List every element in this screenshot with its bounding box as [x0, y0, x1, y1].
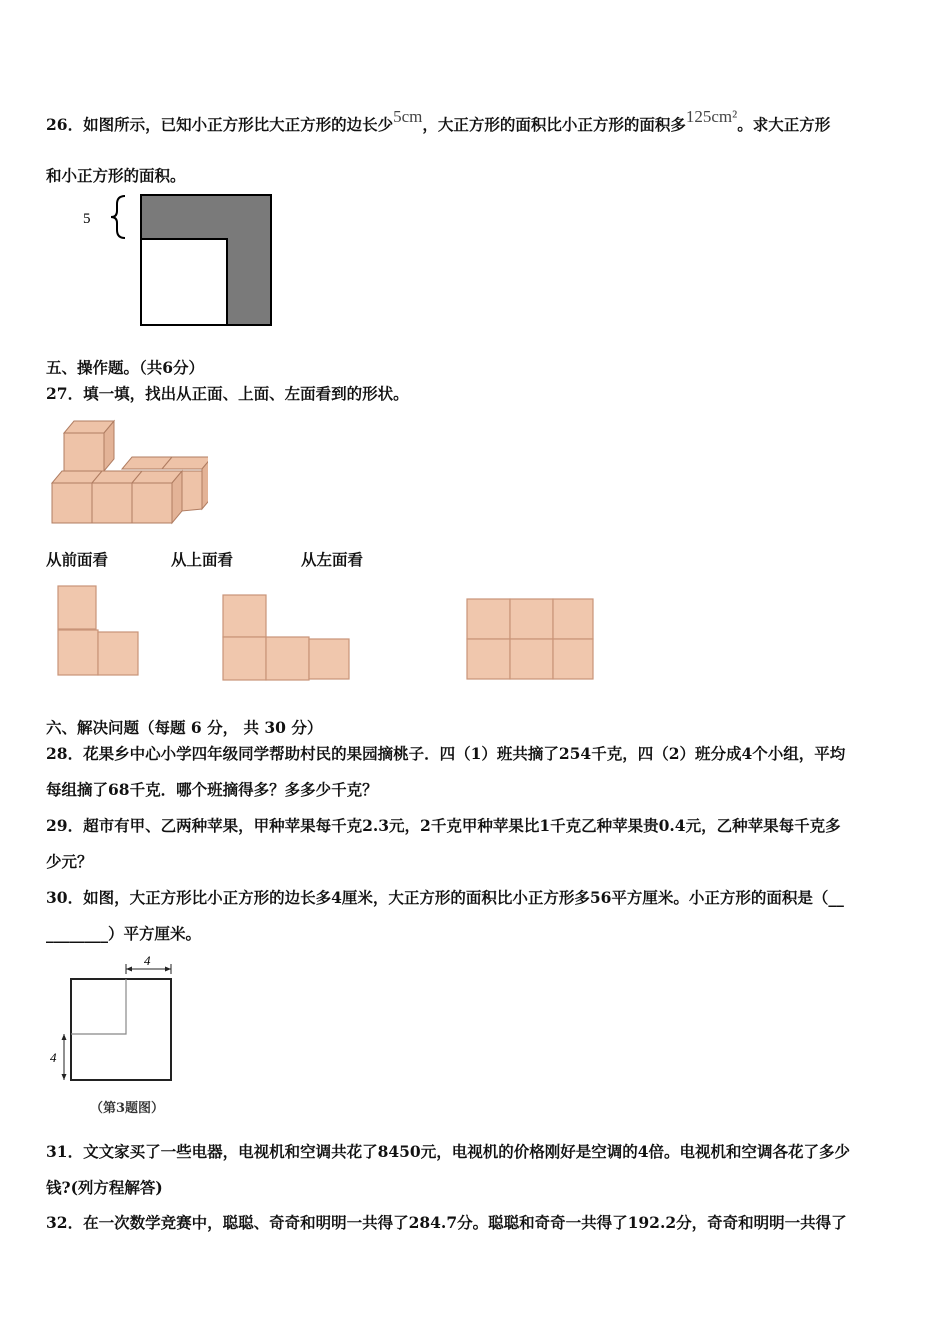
view-square [98, 632, 138, 675]
q29-line-1: 29．超市有甲、乙两种苹果，甲种苹果每千克2.3元，2千克甲种苹果比1千克乙种苹果贵0.4元，乙种苹果每千克多 [46, 816, 841, 835]
arrow-down-icon [62, 1074, 67, 1080]
q26-figure [75, 190, 280, 332]
q31-line-2: 钱?(列方程解答) [46, 1178, 163, 1197]
q26-unit-length: 5cm [393, 107, 423, 126]
q32-line-1: 32．在一次数学竞赛中，聪聪、奇奇和明明一共得了284.7分。聪聪和奇奇一共得了192.2分，奇奇和明明一共得了 [46, 1213, 847, 1232]
q26-line-2: 和小正方形的面积。 [46, 166, 186, 185]
q27-line-1: 27．填一填，找出从正面、上面、左面看到的形状。 [46, 384, 409, 403]
small-square-outline [71, 979, 126, 1034]
cube-front-face [64, 433, 104, 471]
view-square [467, 599, 510, 639]
arrow-up-icon [62, 1034, 67, 1040]
q26-unit-area: 125cm² [685, 107, 738, 126]
view-label-top: 从上面看 [171, 550, 234, 569]
view-square [467, 639, 510, 679]
view-square [510, 599, 553, 639]
cube-front-face [132, 483, 172, 523]
q26-line-1 [46, 107, 831, 135]
q26-fig-label: 5 [83, 211, 91, 227]
left-view-shape [464, 596, 596, 682]
view-square [58, 630, 98, 675]
q27-cube-figure [48, 415, 208, 527]
cube-front-face [52, 483, 92, 523]
top-view-shape [220, 592, 355, 684]
view-square [553, 639, 593, 679]
q30-left-label: 4 [50, 1050, 57, 1065]
small-square [141, 239, 227, 325]
view-square [553, 599, 593, 639]
section-6-title: 六、解决问题（每题 6 分， 共 30 分） [46, 718, 323, 737]
view-square [223, 637, 266, 680]
q26-text-a: 26．如图所示，已知小正方形比大正方形的边长少 [46, 115, 394, 134]
view-square [223, 595, 266, 637]
arrow-left-icon [126, 967, 132, 972]
q31-line-1: 31．文文家买了一些电器，电视机和空调共花了8450元，电视机的价格刚好是空调的4倍。电视机和空调各花了多少 [46, 1142, 850, 1161]
q30-figure-caption: （第3题图） [90, 1101, 165, 1116]
view-square [266, 637, 309, 680]
q30-top-label: 4 [144, 953, 151, 968]
front-view-shape [55, 584, 145, 680]
view-square [58, 586, 96, 629]
view-label-front: 从前面看 [46, 550, 109, 569]
q28-line-1: 28．花果乡中心小学四年级同学帮助村民的果园摘桃子．四（1）班共摘了254千克，四（2）班分成4个小组，平均 [46, 744, 846, 763]
q26-text-c: 。求大正方形 [737, 115, 831, 134]
section-5-title: 五、操作题。（共6分） [46, 358, 205, 377]
big-square [71, 979, 171, 1080]
q30-line-2: ________）平方厘米。 [46, 924, 202, 943]
view-square [510, 639, 553, 679]
view-label-left: 从左面看 [301, 550, 364, 569]
cube-front-face [92, 483, 132, 523]
brace-icon [111, 196, 125, 238]
q29-line-2: 少元？ [46, 852, 93, 871]
cube-front-face [182, 471, 202, 511]
q28-line-2: 每组摘了68千克．哪个班摘得多？多多少千克？ [46, 780, 378, 799]
q30-figure [44, 952, 184, 1120]
q26-text-b: ，大正方形的面积比小正方形的面积多 [422, 115, 686, 134]
arrow-right-icon [165, 967, 171, 972]
view-square [309, 639, 349, 679]
q30-line-1: 30．如图，大正方形比小正方形的边长多4厘米，大正方形的面积比小正方形多56平方厘米。小正方形的面积是（__ [46, 888, 844, 907]
